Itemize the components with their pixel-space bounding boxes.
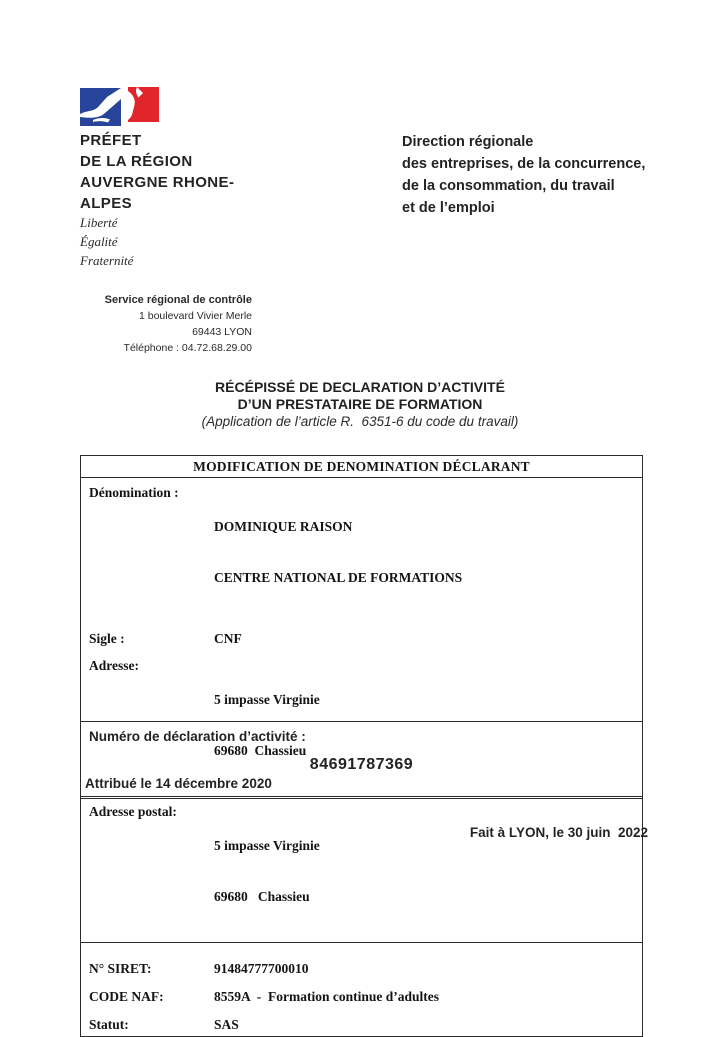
prefect-line: DE LA RÉGION (80, 153, 193, 170)
sigle-label: Sigle : (89, 631, 125, 646)
adresse-label: Adresse: (89, 658, 139, 673)
direction-line: de la consommation, du travail (402, 178, 615, 194)
adresse-postal-label: Adresse postal: (89, 804, 177, 819)
denomination-value (214, 484, 462, 620)
statut-label: Statut: (89, 1017, 129, 1032)
adresse-line-2: 69680 Chassieu (214, 743, 307, 758)
adresse-postal-value (214, 803, 320, 939)
prefect-line: PRÉFET (80, 132, 142, 149)
siret-label: N° SIRET: (89, 961, 152, 976)
motto-line: Fraternité (80, 253, 134, 268)
adresse-line-1: 5 impasse Virginie (214, 692, 320, 707)
code-naf-label: CODE NAF: (89, 989, 164, 1004)
service-street: 1 boulevard Vivier Merle (138, 310, 252, 322)
table-row-statut (89, 1016, 634, 1033)
table-header: MODIFICATION DE DENOMINATION DÉCLARANT (81, 456, 642, 478)
service-contact-block (0, 292, 252, 356)
declaration-attributed-date: Attribué le 14 décembre 2020 (85, 776, 272, 791)
motto-line: Liberté (80, 215, 118, 230)
service-phone: Téléphone : 04.72.68.29.00 (123, 342, 252, 354)
declaration-number-label: Numéro de déclaration d’activité : (89, 729, 306, 744)
table-row-adresse-postal (89, 803, 634, 939)
statut-value: SAS (214, 1017, 239, 1032)
declaration-number-box (80, 721, 643, 799)
declaration-number-value: 84691787369 (309, 756, 414, 773)
marianne-flag-logo-icon (80, 86, 160, 128)
direction-regionale-block (402, 131, 645, 219)
place-and-date-line: Fait à LYON, le 30 juin 2022 (469, 825, 648, 840)
direction-line: Direction régionale (402, 134, 534, 150)
code-naf-value: 8559A - Formation continue d’adultes (214, 989, 440, 1004)
sigle-value: CNF (214, 631, 242, 646)
service-name: Service régional de contrôle (104, 294, 252, 306)
denomination-line-2: CENTRE NATIONAL DE FORMATIONS (214, 570, 463, 585)
motto-line: Égalité (80, 234, 118, 249)
table-row-sigle (89, 630, 634, 647)
direction-line: des entreprises, de la concurrence, (402, 156, 646, 172)
republic-motto (80, 213, 133, 270)
denomination-line-1: DOMINIQUE RAISON (214, 519, 353, 534)
table-section-postal (81, 796, 642, 942)
adresse-postal-line-1: 5 impasse Virginie (214, 838, 320, 853)
title-subtitle: (Application de l’article R. 6351-6 du code du travail) (201, 414, 519, 429)
service-city: 69443 LYON (192, 326, 252, 338)
table-row-siret (89, 960, 634, 977)
prefect-line: AUVERGNE RHONE- (80, 174, 235, 191)
adresse-postal-line-2: 69680 Chassieu (214, 889, 310, 904)
document-title (0, 379, 720, 430)
siret-value: 91484777700010 (214, 961, 309, 976)
table-row-denomination (89, 484, 634, 620)
table-section-legal (81, 942, 642, 1036)
title-line-1: RÉCÉPISSÉ DE DECLARATION D’ACTIVITÉ (215, 379, 505, 395)
prefect-line: ALPES (80, 195, 133, 212)
direction-line: et de l’emploi (402, 200, 495, 216)
prefect-title-block (80, 130, 234, 214)
title-line-2: D’UN PRESTATAIRE DE FORMATION (237, 396, 483, 412)
table-row-code-naf (89, 988, 634, 1005)
denomination-label: Dénomination : (89, 485, 179, 500)
